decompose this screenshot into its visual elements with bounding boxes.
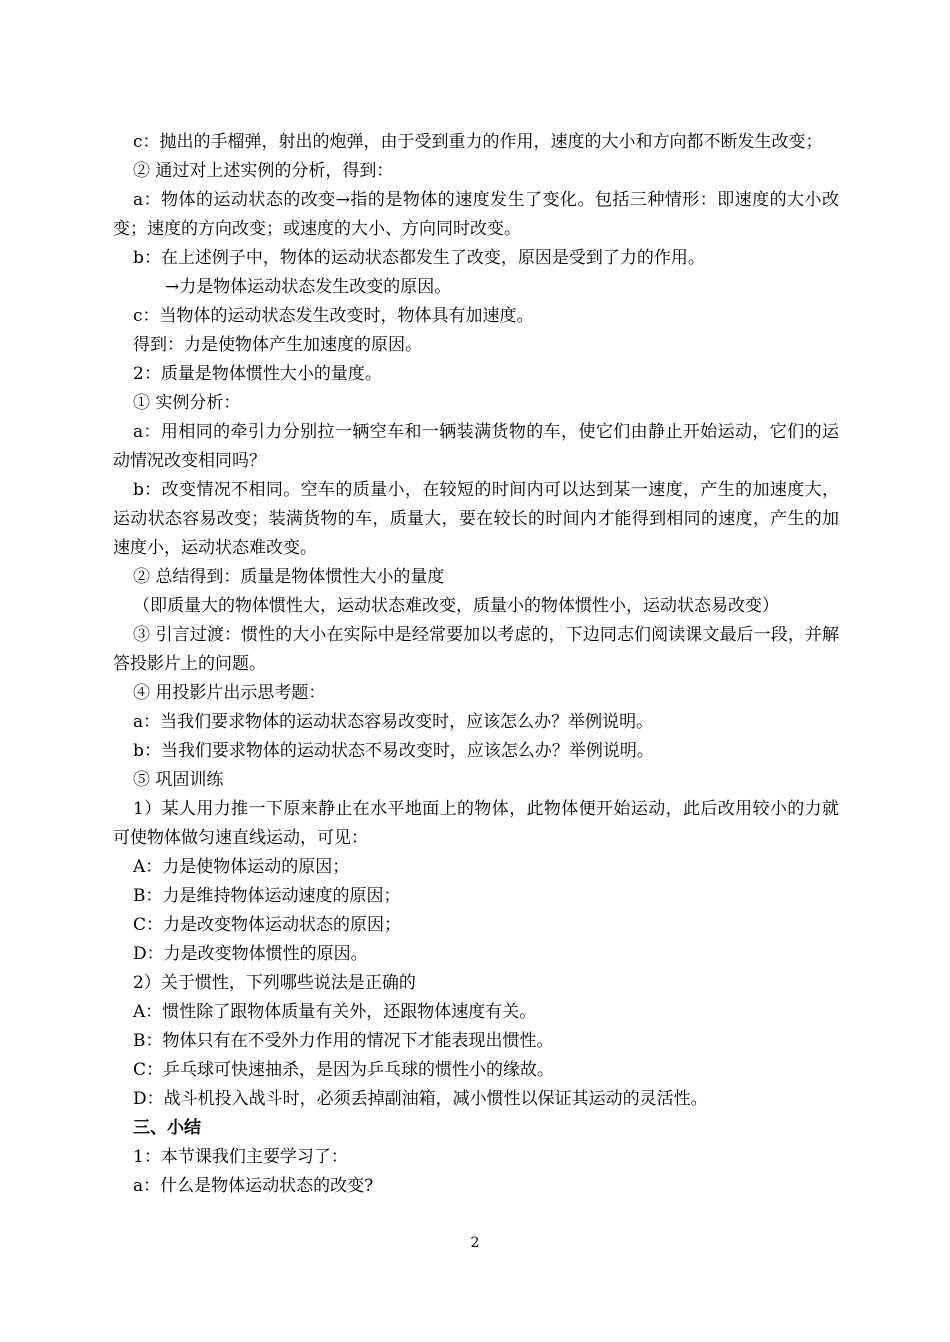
paragraph: b：当我们要求物体的运动状态不易改变时，应该怎么办？举例说明。 [133, 741, 654, 761]
paragraph: a：当我们要求物体的运动状态容易改变时，应该怎么办？举例说明。 [133, 712, 654, 732]
paragraph: 2：质量是物体惯性大小的量度。 [133, 364, 382, 384]
section-heading: 三、小结 [133, 1118, 201, 1138]
paragraph: C：乒乓球可快速抽杀，是因为乒乓球的惯性小的缘故。 [133, 1060, 555, 1080]
paragraph: ③ 引言过渡：惯性的大小在实际中是经常要加以考虑的，下边同志们阅读课文最后一段，并解答投影片上的问题。 [113, 625, 839, 674]
paragraph: a：用相同的牵引力分别拉一辆空车和一辆装满货物的车，使它们由静止开始运动，它们的运动情况改变相同吗？ [113, 422, 839, 471]
paragraph: A：力是使物体运动的原因； [133, 857, 350, 877]
document-body [113, 128, 839, 1201]
paragraph: C：力是改变物体运动状态的原因； [133, 915, 402, 935]
paragraph: a：什么是物体运动状态的改变? [133, 1176, 374, 1196]
paragraph: ① 实例分析： [133, 393, 241, 413]
paragraph: b：改变情况不相同。空车的质量小，在较短的时间内可以达到某一速度，产生的加速度大，运动状态容易改变；装满货物的车，质量大，要在较长的时间内才能得到相同的速度，产生的加速度小，运动状态难改变。 [113, 480, 839, 558]
paragraph: 1）某人用力推一下原来静止在水平地面上的物体，此物体便开始运动，此后改用较小的力就可使物体做匀速直线运动，可见： [113, 799, 839, 848]
paragraph: 1：本节课我们主要学习了： [133, 1147, 348, 1167]
paragraph: ② 总结得到：质量是物体惯性大小的量度 [133, 567, 445, 587]
paragraph: B：物体只有在不受外力作用的情况下才能表现出惯性。 [133, 1031, 554, 1051]
paragraph: ④ 用投影片出示思考题： [133, 683, 326, 703]
page-number: 2 [470, 1235, 480, 1251]
paragraph: 2）关于惯性，下列哪些说法是正确的 [133, 973, 416, 993]
paragraph: c：当物体的运动状态发生改变时，物体具有加速度。 [133, 306, 534, 326]
paragraph: D：力是改变物体惯性的原因。 [133, 944, 368, 964]
paragraph: D：战斗机投入战斗时，必须丢掉副油箱，减小惯性以保证其运动的灵活性。 [133, 1089, 708, 1109]
paragraph: c：抛出的手榴弹，射出的炮弹，由于受到重力的作用，速度的大小和方向都不断发生改变； [133, 132, 823, 152]
paragraph: b：在上述例子中，物体的运动状态都发生了改变，原因是受到了力的作用。 [133, 248, 705, 268]
paragraph: ② 通过对上述实例的分析，得到： [133, 161, 394, 181]
paragraph: a：物体的运动状态的改变→指的是物体的速度发生了变化。包括三种情形：即速度的大小改变；速度的方向改变；或速度的大小、方向同时改变。 [113, 190, 839, 239]
paragraph: ⑤ 巩固训练 [133, 770, 224, 790]
paragraph: 得到：力是使物体产生加速度的原因。 [133, 335, 422, 355]
paragraph: B：力是维持物体运动速度的原因； [133, 886, 401, 906]
paragraph: →力是物体运动状态发生改变的原因。 [165, 277, 452, 297]
paragraph: A：惯性除了跟物体质量有关外，还跟物体速度有关。 [133, 1002, 537, 1022]
paragraph: （即质量大的物体惯性大，运动状态难改变，质量小的物体惯性小，运动状态易改变） [133, 596, 779, 616]
